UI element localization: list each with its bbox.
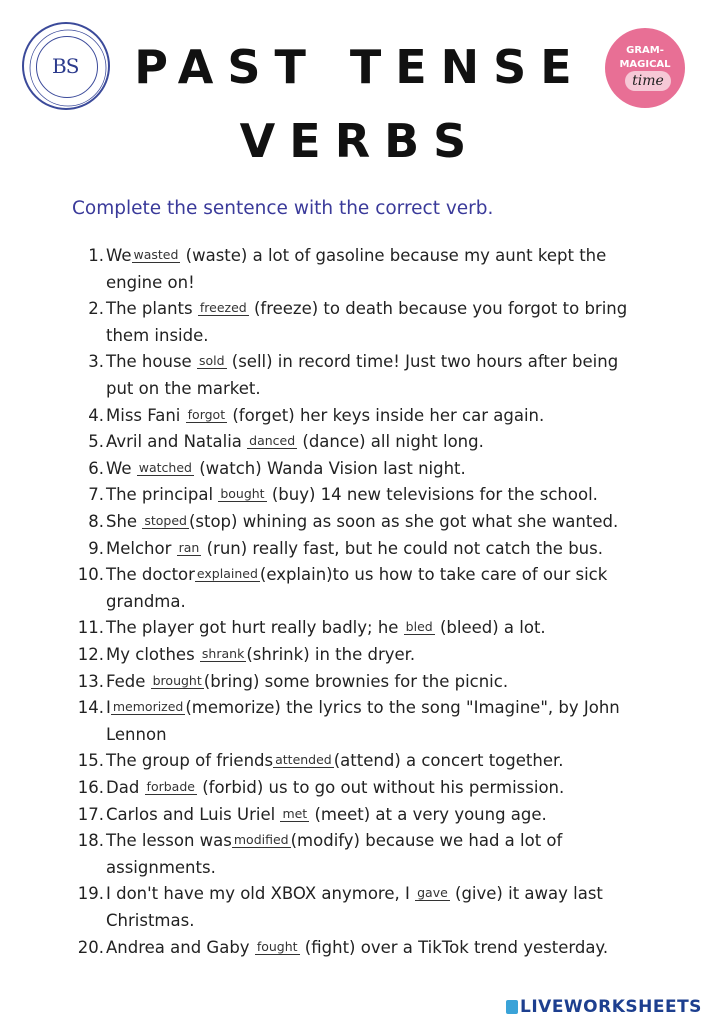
item-number: 11. <box>77 618 104 638</box>
answer-blank[interactable]: shrank <box>201 646 245 661</box>
item-number: 10. <box>77 565 104 585</box>
item-sentence <box>106 778 564 797</box>
grammagical-time-logo <box>605 28 685 108</box>
footer-brand: LIVEWORKSHEETS <box>520 997 702 1017</box>
item-number: 8. <box>88 512 104 531</box>
answer-blank[interactable]: watched <box>138 459 192 475</box>
item-number: 5. <box>88 432 104 452</box>
school-logo <box>22 22 110 110</box>
item-sentence <box>106 938 608 957</box>
sentence-end: (forbid) us to go out without his permission. <box>196 778 565 797</box>
item-sentence <box>106 698 620 717</box>
answer-blank[interactable]: attended <box>275 752 332 768</box>
sentence-end: (meet) at a very young age. <box>309 804 547 824</box>
item-number: 2. <box>88 299 104 319</box>
item-number: 3. <box>88 352 104 372</box>
item-sentence <box>106 645 415 664</box>
sentence-continuation: engine on! <box>106 272 195 292</box>
sentence-start: The player got hurt really badly; he <box>106 618 404 638</box>
item-sentence <box>106 432 484 451</box>
sentence-end: (bring) some brownies for the picnic. <box>203 671 509 691</box>
item-sentence <box>106 352 618 371</box>
answer-blank[interactable]: ran <box>178 539 200 555</box>
answer-blank[interactable]: wasted <box>133 247 179 262</box>
answer-blank[interactable]: forbade <box>146 779 195 794</box>
item-number: 18. <box>77 831 104 851</box>
item-sentence <box>106 406 544 425</box>
item-number: 12. <box>77 645 104 664</box>
sentence-start: The doctor <box>106 565 195 585</box>
sentence-start: The plants <box>106 299 198 319</box>
answer-blank[interactable]: bought <box>220 486 265 502</box>
item-number: 6. <box>88 458 104 478</box>
item-sentence <box>106 512 618 531</box>
answer-blank[interactable]: freezed <box>199 300 247 316</box>
answer-blank[interactable]: modified <box>233 832 289 848</box>
sentence-start: Andrea and Gaby <box>106 937 255 957</box>
sentence-start: The principal <box>106 485 219 505</box>
answer-blank[interactable]: gave <box>417 885 448 901</box>
item-number: 20. <box>77 937 104 957</box>
sentence-start: The house <box>106 352 197 372</box>
item-sentence <box>106 299 627 318</box>
sentence-end: (shrink) in the dryer. <box>246 645 416 664</box>
instruction-text: Complete the sentence with the correct verb. <box>72 198 494 219</box>
sentence-start: Fede <box>106 671 151 691</box>
answer-blank[interactable]: brought <box>152 672 202 688</box>
item-sentence <box>106 751 564 770</box>
sentence-continuation: assignments. <box>106 857 216 877</box>
sentence-end: (waste) a lot of gasoline because my aunt kept the <box>180 246 607 265</box>
sentence-start: We <box>106 458 137 478</box>
item-number: 13. <box>77 671 104 691</box>
answer-blank[interactable]: fought <box>256 938 298 954</box>
sentence-end: (watch) Wanda Vision last night. <box>193 458 466 478</box>
item-sentence <box>106 805 547 824</box>
sentence-end: (sell) in record time! Just two hours after being <box>226 352 619 372</box>
item-number: 1. <box>88 246 104 265</box>
sentence-end: (attend) a concert together. <box>333 751 564 771</box>
sentence-end: (stop) whining as soon as she got what she wanted. <box>188 512 619 531</box>
sentence-start: Miss Fani <box>106 405 186 425</box>
item-number: 9. <box>88 538 104 558</box>
item-sentence <box>106 884 603 903</box>
sentence-end: (freeze) to death because you forgot to bring <box>248 299 628 319</box>
item-sentence <box>106 246 606 265</box>
page-title-line-1: PAST TENSE <box>134 40 586 94</box>
answer-blank[interactable]: stoped <box>144 513 187 528</box>
sentence-start: I <box>106 698 111 718</box>
sentence-start: The group of friends <box>106 751 274 771</box>
item-sentence <box>106 831 562 850</box>
sentence-end: (modify) because we had a lot of <box>290 831 563 851</box>
item-number: 16. <box>77 778 104 797</box>
item-number: 7. <box>88 485 104 505</box>
liveworksheets-footer <box>506 997 702 1017</box>
item-sentence <box>106 618 546 637</box>
liveworksheets-icon <box>506 1000 518 1014</box>
answer-blank[interactable]: forgot <box>187 406 226 422</box>
answer-blank[interactable]: met <box>282 805 308 821</box>
sentence-end: (run) really fast, but he could not catch the bus. <box>201 538 603 558</box>
sentence-start: She <box>106 512 143 531</box>
item-number: 14. <box>77 698 104 718</box>
item-sentence <box>106 485 598 504</box>
answer-blank[interactable]: sold <box>198 353 225 369</box>
item-number: 4. <box>88 405 104 425</box>
sentence-end: (memorize) the lyrics to the song "Imagine", by John <box>185 698 620 718</box>
sentence-start: We <box>106 246 132 265</box>
item-number: 19. <box>77 884 104 904</box>
sentence-end: (explain)to us how to take care of our sick <box>259 565 608 585</box>
sentence-end: (fight) over a TikTok trend yesterday. <box>299 937 609 957</box>
sentence-start: Avril and Natalia <box>106 432 248 452</box>
sentence-continuation: grandma. <box>106 591 186 611</box>
answer-blank[interactable]: memorized <box>112 699 184 715</box>
logo-line-3: time <box>625 71 671 91</box>
sentence-start: Carlos and Luis Uriel <box>106 804 281 824</box>
answer-blank[interactable]: explained <box>196 566 258 582</box>
sentence-continuation: them inside. <box>106 325 209 345</box>
sentence-continuation: put on the market. <box>106 378 261 398</box>
item-sentence <box>106 459 466 478</box>
answer-blank[interactable]: danced <box>249 433 296 449</box>
sentence-continuation: Christmas. <box>106 910 195 930</box>
sentence-start: My clothes <box>106 645 200 664</box>
sentence-end: (forget) her keys inside her car again. <box>227 405 545 425</box>
item-sentence <box>106 565 607 584</box>
item-number: 17. <box>77 804 104 824</box>
sentence-start: Dad <box>106 778 145 797</box>
page-title-line-2: VERBS <box>239 114 481 168</box>
item-sentence <box>106 539 603 558</box>
sentence-start: Melchor <box>106 538 177 558</box>
sentence-end: (give) it away last <box>449 884 603 904</box>
sentence-start: I don't have my old XBOX anymore, I <box>106 884 416 904</box>
item-number: 15. <box>77 751 104 771</box>
sentence-end: (bleed) a lot. <box>434 618 546 638</box>
school-logo-initials: BS <box>52 54 79 78</box>
logo-line-2: MAGICAL <box>619 59 671 70</box>
sentence-end: (buy) 14 new televisions for the school. <box>266 485 598 505</box>
logo-line-1: GRAM- <box>626 45 664 56</box>
answer-blank[interactable]: bled <box>405 619 433 635</box>
sentence-end: (dance) all night long. <box>297 432 484 452</box>
item-sentence <box>106 672 508 691</box>
sentence-continuation: Lennon <box>106 724 167 744</box>
sentence-start: The lesson was <box>106 831 232 851</box>
